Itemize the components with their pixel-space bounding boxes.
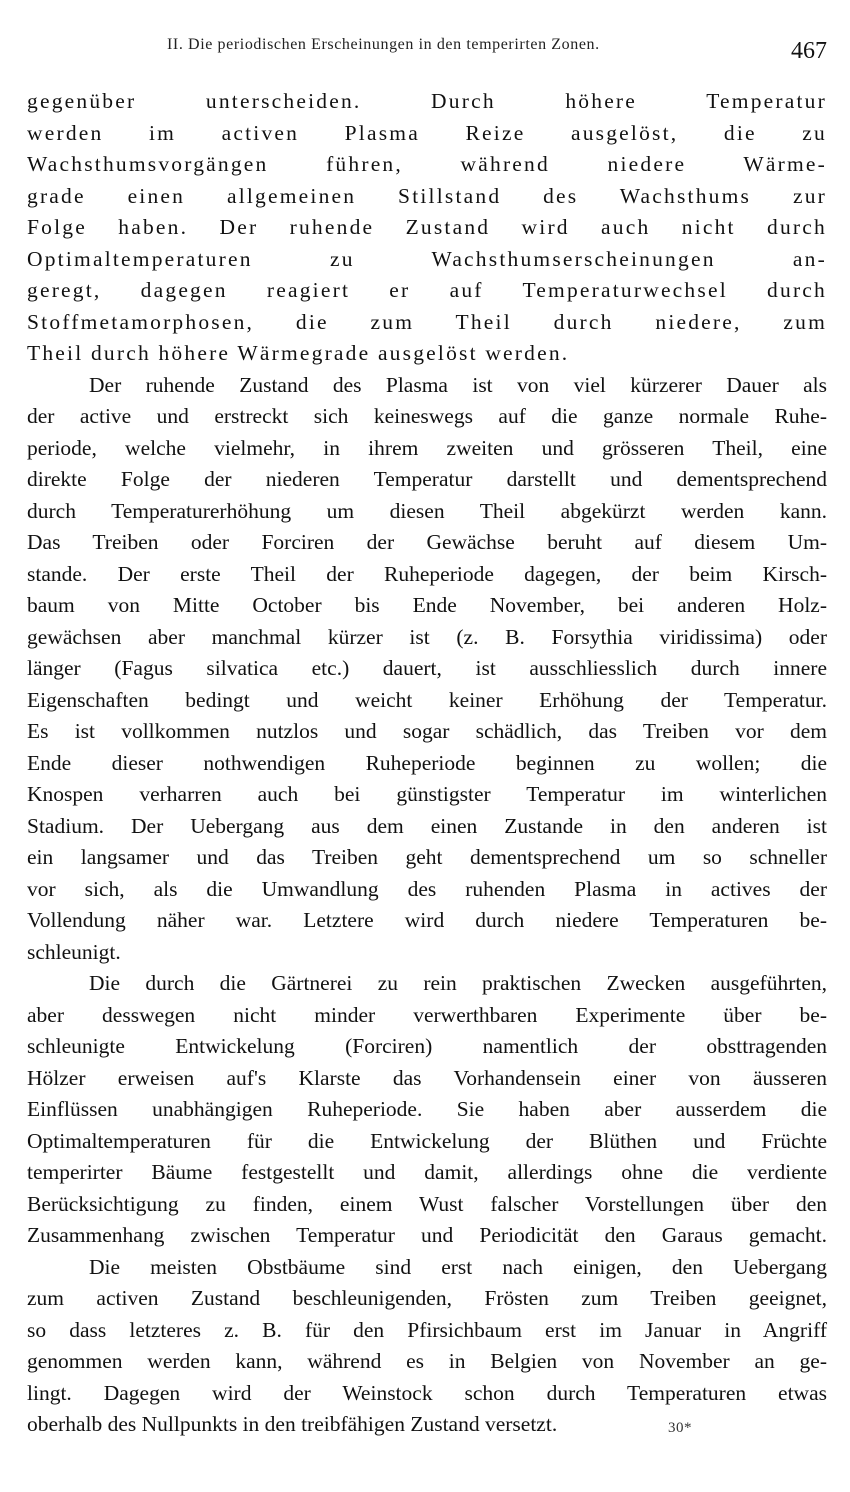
- text-line: baum von Mitte October bis Ende November, bei anderen Holz-: [27, 593, 827, 617]
- text-line: Folge haben. Der ruhende Zustand wird auch nicht durch: [27, 215, 827, 239]
- paragraph-first-line: Der ruhende Zustand des Plasma ist von viel kürzerer Dauer als: [89, 372, 827, 397]
- text-line: durch Temperaturerhöhung um diesen Theil abgekürzt werden kann.: [27, 498, 827, 523]
- text-line: periode, welche vielmehr, in ihrem zweiten und grösseren Theil, eine: [27, 435, 827, 460]
- text-line: genommen werden kann, während es in Belgien von November an ge-: [27, 1349, 827, 1373]
- text-line: Knospen verharren auch bei günstigster Temperatur im winterlichen: [27, 782, 827, 806]
- text-line: Eigenschaften bedingt und weicht keiner Erhöhung der Temperatur.: [27, 687, 827, 712]
- text-line: Einflüssen unabhängigen Ruheperiode. Sie haben aber ausserdem die: [27, 1097, 827, 1121]
- text-line: gewächsen aber manchmal kürzer ist (z. B. Forsythia viridissima) oder: [27, 624, 827, 649]
- page-header: [27, 36, 827, 66]
- text-line: ein langsamer und das Treiben geht dementsprechend um so schneller: [27, 845, 827, 869]
- paragraph-first-line: Die durch die Gärtnerei zu rein praktischen Zwecken ausgeführten,: [89, 971, 827, 995]
- text-line: Theil durch höhere Wärmegrade ausgelöst werden.: [27, 341, 570, 365]
- paragraph-first-line: Die meisten Obstbäume sind erst nach einigen, den Uebergang: [89, 1254, 827, 1279]
- text-line: Zusammenhang zwischen Temperatur und Periodicität den Garaus gemacht.: [27, 1223, 827, 1247]
- text-line: Vollendung näher war. Letztere wird durch niedere Temperaturen be-: [27, 908, 827, 932]
- text-line: der active und erstreckt sich keineswegs auf die ganze normale Ruhe-: [27, 404, 827, 428]
- text-line: Optimaltemperaturen zu Wachsthumserscheinungen an-: [27, 246, 827, 271]
- signature-mark: 30*: [668, 1420, 692, 1436]
- text-line: Optimaltemperaturen für die Entwickelung der Blüthen und Früchte: [27, 1128, 827, 1153]
- text-line: direkte Folge der niederen Temperatur darstellt und dementsprechend: [27, 467, 827, 491]
- page-number: 467: [791, 38, 827, 64]
- text-line: schleunigt.: [27, 939, 121, 964]
- text-line: zum activen Zustand beschleunigenden, Frösten zum Treiben geeignet,: [27, 1286, 827, 1310]
- text-line: Es ist vollkommen nutzlos und sogar schädlich, das Treiben vor dem: [27, 719, 827, 743]
- text-line: vor sich, als die Umwandlung des ruhenden Plasma in actives der: [27, 876, 827, 901]
- text-line: gegenüber unterscheiden. Durch höhere Temperatur: [27, 89, 827, 113]
- text-line: werden im activen Plasma Reize ausgelöst, die zu: [27, 120, 827, 145]
- text-line: Das Treiben oder Forciren der Gewächse beruht auf diesem Um-: [27, 530, 827, 554]
- text-line: grade einen allgemeinen Stillstand des Wachsthums zur: [27, 183, 827, 208]
- text-line: aber desswegen nicht minder verwerthbaren Experimente über be-: [27, 1002, 827, 1027]
- text-line: stande. Der erste Theil der Ruheperiode dagegen, der beim Kirsch-: [27, 561, 827, 586]
- text-line: lingt. Dagegen wird der Weinstock schon durch Temperaturen etwas: [27, 1380, 827, 1405]
- text-line: temperirter Bäume festgestellt und damit, allerdings ohne die verdiente: [27, 1160, 827, 1184]
- text-line: geregt, dagegen reagiert er auf Temperaturwechsel durch: [27, 278, 827, 302]
- running-head: II. Die periodischen Erscheinungen in den temperirten Zonen.: [167, 36, 600, 53]
- text-line: Hölzer erweisen auf's Klarste das Vorhandensein einer von äusseren: [27, 1065, 827, 1090]
- text-line: Berücksichtigung zu finden, einem Wust falscher Vorstellungen über den: [27, 1191, 827, 1216]
- text-line: Stoffmetamorphosen, die zum Theil durch niedere, zum: [27, 309, 827, 334]
- text-line: Ende dieser nothwendigen Ruheperiode beginnen zu wollen; die: [27, 750, 827, 775]
- text-line: Stadium. Der Uebergang aus dem einen Zustande in den anderen ist: [27, 813, 827, 838]
- text-line: schleunigte Entwickelung (Forciren) namentlich der obsttragenden: [27, 1034, 827, 1058]
- text-line: so dass letzteres z. B. für den Pfirsichbaum erst im Januar in Angriff: [27, 1317, 827, 1342]
- text-line: oberhalb des Nullpunkts in den treibfähigen Zustand versetzt.: [27, 1412, 558, 1436]
- body-text: [27, 86, 827, 1441]
- text-line: Wachsthumsvorgängen führen, während niedere Wärme-: [27, 152, 827, 176]
- text-line: länger (Fagus silvatica etc.) dauert, ist ausschliesslich durch innere: [27, 656, 827, 680]
